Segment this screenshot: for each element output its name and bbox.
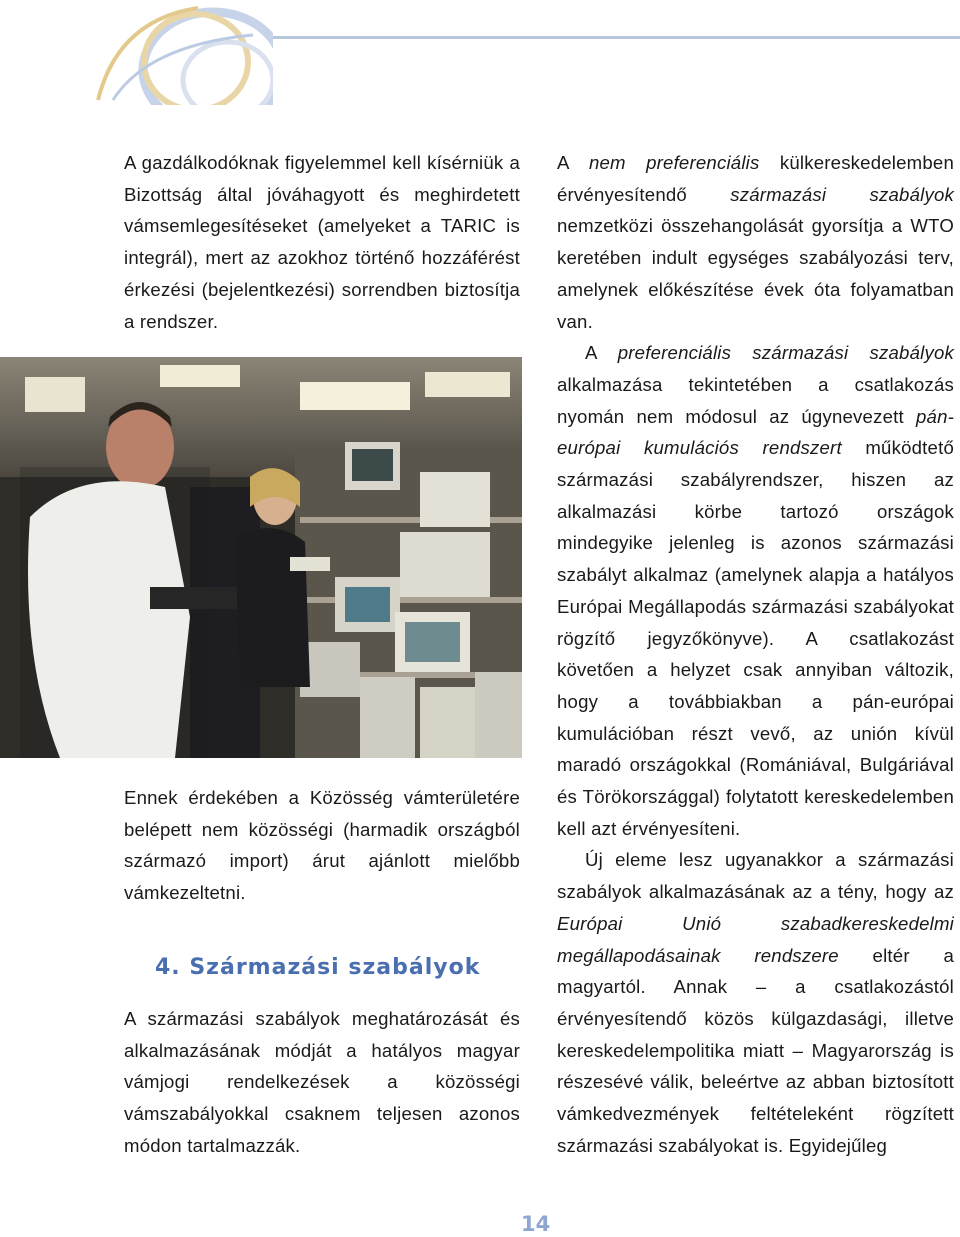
- text-run: A: [585, 342, 618, 364]
- left-column-paragraph-2: [124, 782, 520, 909]
- right-paragraph-3: [557, 844, 954, 1161]
- right-paragraph-2: [557, 337, 954, 844]
- right-paragraph-1: [557, 147, 954, 337]
- paragraph-text: A származási szabályok meghatározását és alkalmazásának módját a hatályos magyar vámjogi rendelkezések a közösségi vámszabályokkal csaknem teljesen azonos módon tartalmazzák.: [124, 1008, 520, 1156]
- italic-term: preferenciális származási szabályok: [617, 342, 954, 364]
- left-column-paragraph-3: [124, 1003, 520, 1162]
- text-run: eltér a magyartól. Annak – a csatlakozástól érvényesítendő közös külgazdasági, illetve kereskedelempolitika miatt – Magyarország is részesévé válik, beleértve az abban biztosított vámkedvezmények feltételeként rögzített származási szabályokat is. Egyidejűleg: [557, 944, 954, 1156]
- paragraph-text: A gazdálkodóknak figyelemmel kell kísérniük a Bizottság által jóváhagyott és meghirdetett vámsemlegesítéseket (amelyeket a TARIC is integrál), mert az azokhoz történő hozzáférést érkezési (bejelentkezési) sorrendben biztosítja a rendszer.: [124, 152, 520, 332]
- page-number: 14: [521, 1212, 551, 1236]
- logo-swirl: [78, 0, 273, 105]
- text-run: alkalmazása tekintetében a csatlakozás nyomán nem módosul az úgynevezett: [557, 373, 954, 427]
- italic-term: származási szabályok: [730, 183, 954, 205]
- text-run: nemzetközi összehangolását gyorsítja a WTO keretében indult egységes szabályozási terv, amelynek előkészítése évek óta folyamatban van.: [557, 215, 954, 332]
- text-run: működtető származási szabályrendszer, hiszen az alkalmazási körbe tartozó országok mindegyike jelenleg is azonos származási szabályt alkalmaz (amelynek alapja a hatályos Európai Megállapodás származási szabályokat rögzítő jegyzőkönyve). A csatlakozást követően a helyzet csak annyiban változik, hogy a továbbiakban a pán-európai kumulációban részt vevő, az unión kívül maradó országokkal (Romániával, Bulgáriával és Törökországgal) folytatott kereskedelemben kell azt érvényesíteni.: [557, 437, 954, 839]
- paragraph-text: Ennek érdekében a Közösség vámterületére belépett nem közösségi (harmadik országból származó import) árut ajánlott mielőbb vámkezeltetni.: [124, 787, 520, 904]
- text-run: külkereskedelemben érvényesítendő: [557, 152, 954, 205]
- header-rule: [270, 36, 960, 39]
- section-heading: 4. Származási szabályok: [155, 955, 481, 980]
- text-run: Új eleme lesz ugyanakkor a származási szabályok alkalmazásának az a tény, hogy az: [557, 849, 954, 903]
- italic-term: nem preferenciális: [588, 152, 760, 173]
- left-column-paragraph-1: [124, 147, 520, 337]
- italic-term: Európai Unió szabadkereskedelmi megállapodásainak rendszere: [557, 912, 954, 966]
- italic-term: pán-európai kumulációs rendszert: [557, 405, 954, 459]
- server-room-photo: [0, 357, 522, 758]
- right-column: [557, 147, 954, 1162]
- text-run: A: [557, 152, 589, 173]
